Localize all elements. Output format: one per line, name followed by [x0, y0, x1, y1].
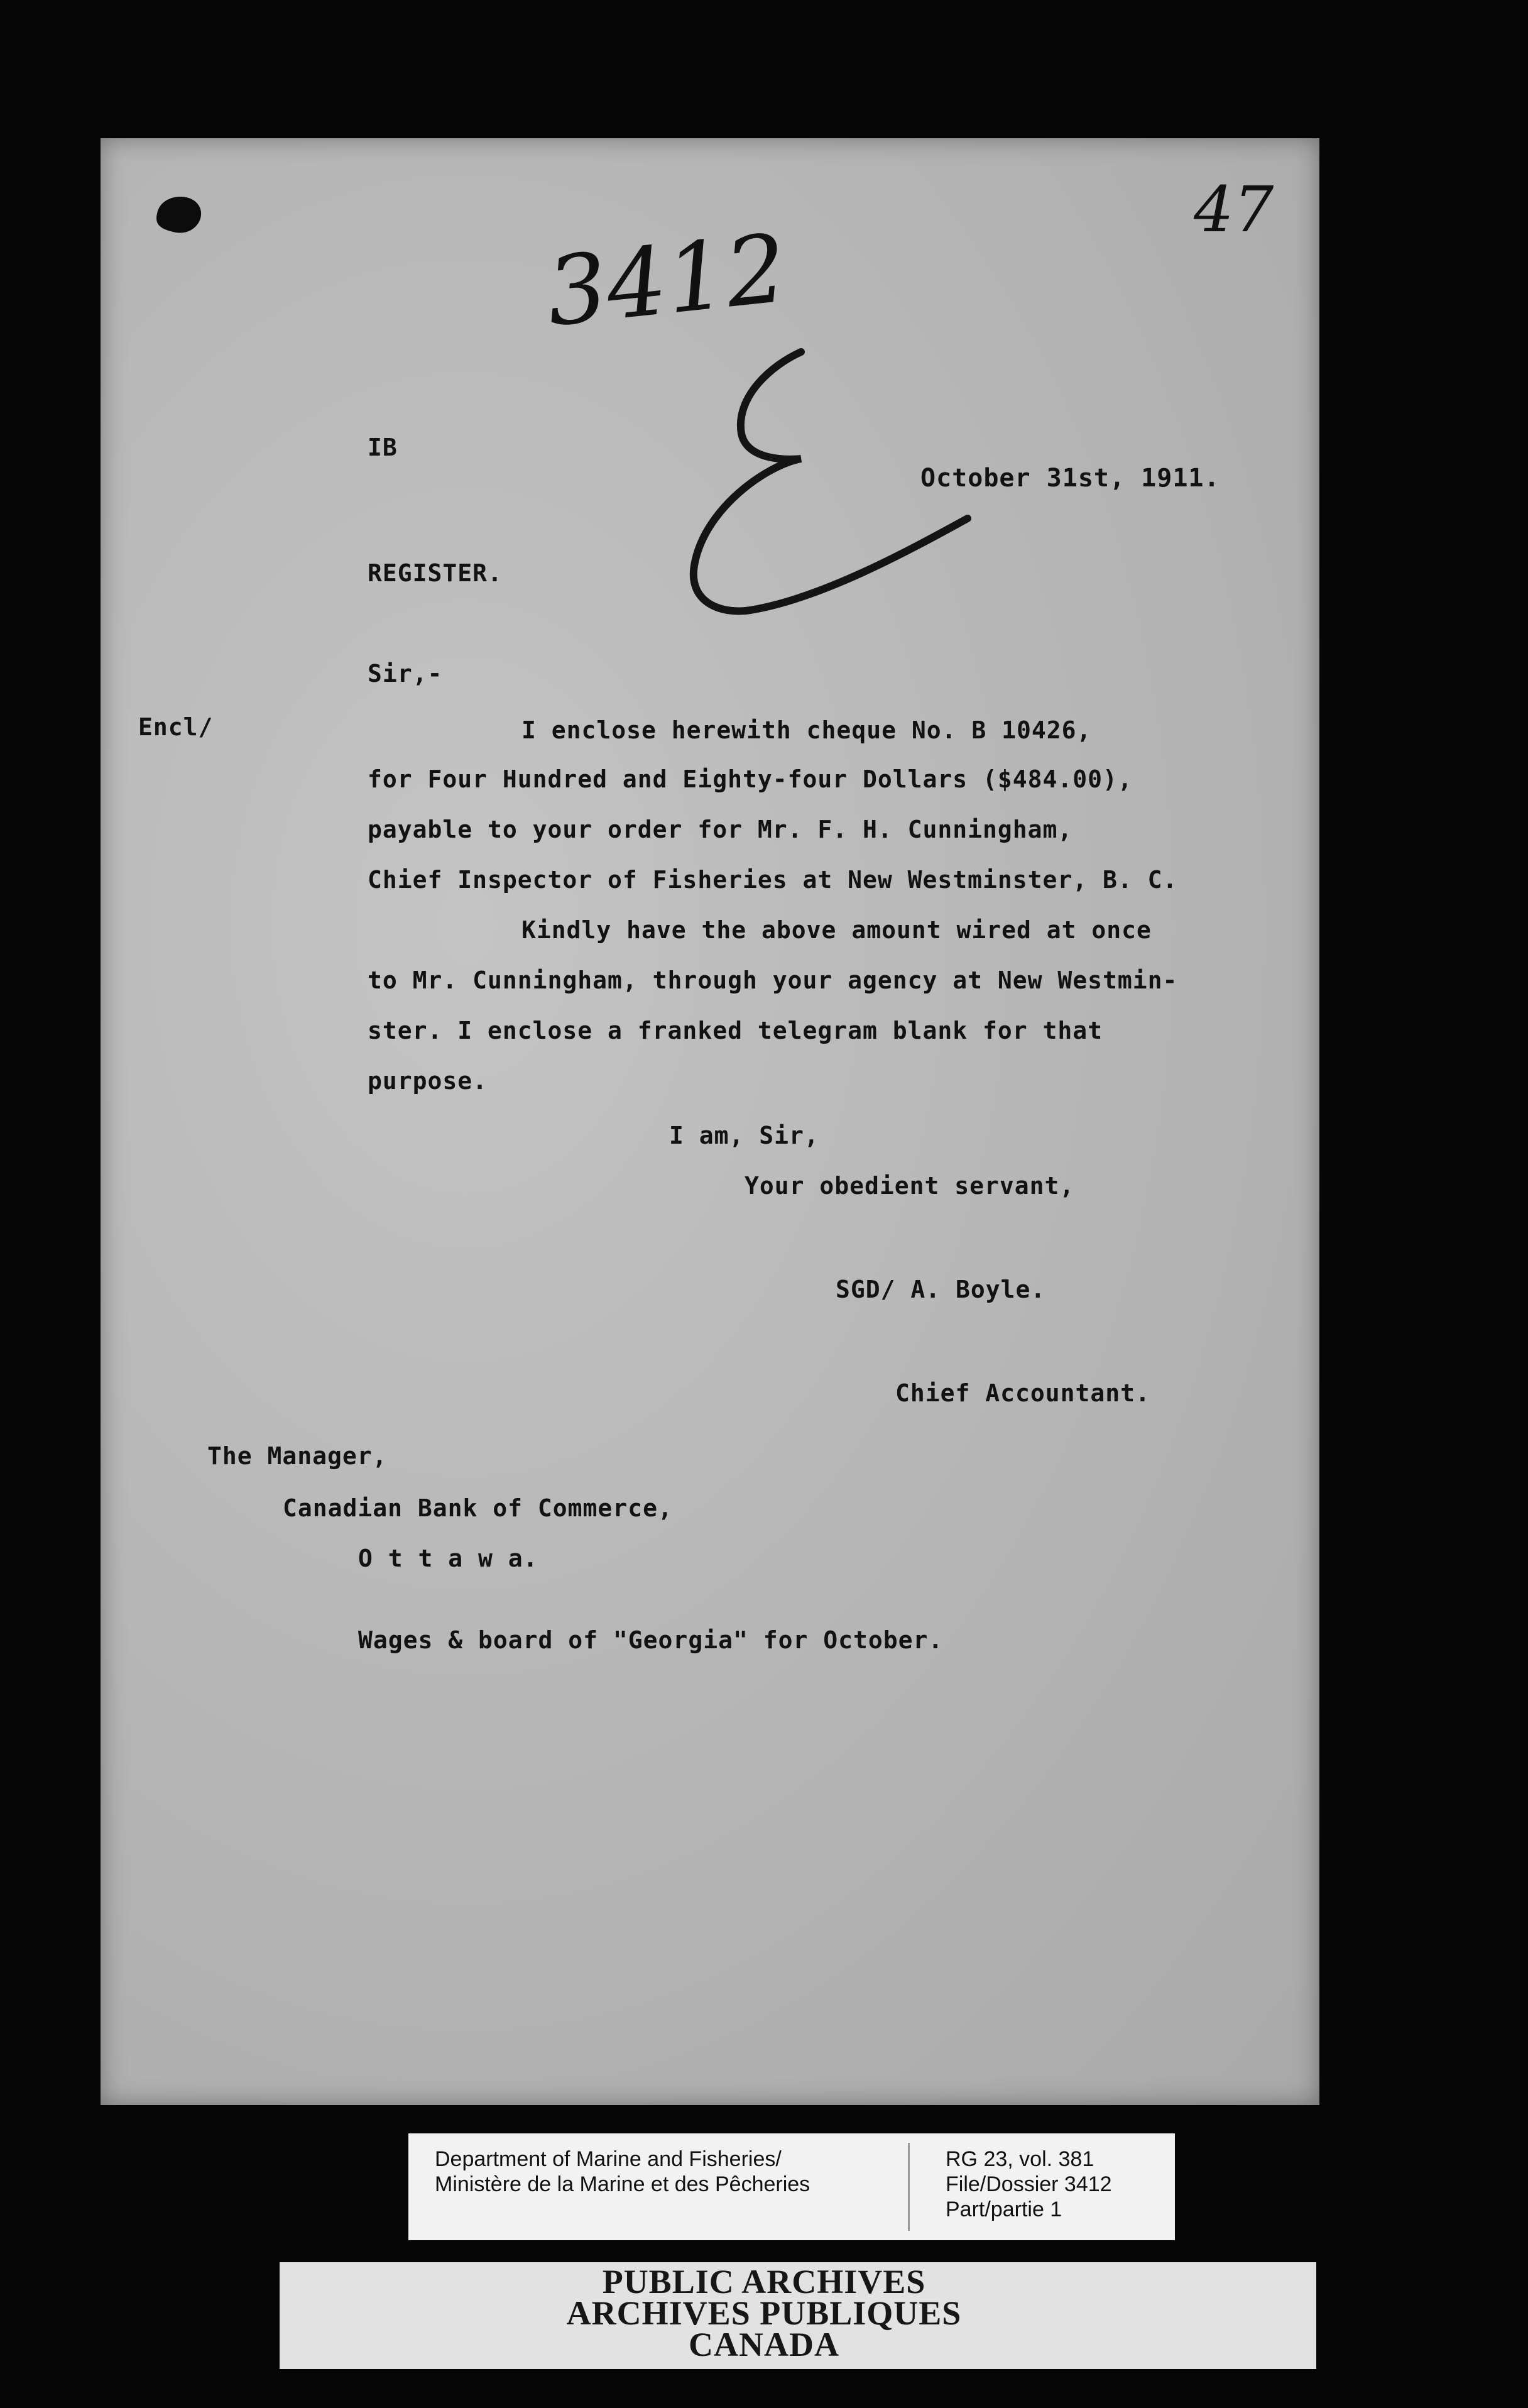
- archive-label: [408, 2133, 1175, 2240]
- body-line: Chief Inspector of Fisheries at New Westminster, B. C.: [368, 866, 1178, 894]
- recipient-line: The Manager,: [207, 1442, 388, 1470]
- signer-title: Chief Accountant.: [895, 1379, 1150, 1407]
- body-line: Kindly have the above amount wired at once: [521, 916, 1152, 944]
- initials: IB: [368, 434, 398, 461]
- margin-note: Encl/: [138, 713, 214, 741]
- recipient-line: O t t a w a.: [358, 1545, 538, 1572]
- ink-blot-icon: [151, 189, 207, 239]
- wages-note: Wages & board of "Georgia" for October.: [358, 1626, 944, 1654]
- body-line: I enclose herewith cheque No. B 10426,: [521, 716, 1092, 744]
- body-line: payable to your order for Mr. F. H. Cunningham,: [368, 816, 1073, 843]
- closing: I am, Sir,: [669, 1122, 819, 1149]
- handwritten-file-number: 3412: [541, 214, 792, 348]
- file-reference: File/Dossier 3412: [946, 2172, 1112, 2196]
- rg-reference: RG 23, vol. 381: [946, 2147, 1094, 2171]
- body-line: for Four Hundred and Eighty-four Dollars ($484.00),: [368, 765, 1133, 793]
- salutation: Sir,-: [368, 660, 443, 687]
- body-line: purpose.: [368, 1067, 488, 1095]
- letter-date: October 31st, 1911.: [920, 464, 1220, 493]
- body-line: to Mr. Cunningham, through your agency at New Westmin-: [368, 966, 1178, 994]
- recipient-line: Canadian Bank of Commerce,: [283, 1494, 673, 1522]
- register-label: REGISTER.: [368, 559, 503, 587]
- body-line: ster. I enclose a franked telegram blank for that: [368, 1017, 1103, 1044]
- stamp-line-3: CANADA: [689, 2326, 839, 2363]
- stamp-line-2: ARCHIVES PUBLIQUES: [566, 2294, 962, 2332]
- department-en: Department of Marine and Fisheries/: [435, 2147, 782, 2171]
- label-divider: [908, 2143, 910, 2231]
- stamp-line-1: PUBLIC ARCHIVES: [602, 2263, 926, 2301]
- part-reference: Part/partie 1: [946, 2197, 1062, 2221]
- signature: SGD/ A. Boyle.: [836, 1276, 1046, 1303]
- closing-servant: Your obedient servant,: [745, 1172, 1075, 1200]
- department-fr: Ministère de la Marine et des Pêcheries: [435, 2172, 810, 2196]
- handwritten-page-number: 47: [1194, 173, 1274, 246]
